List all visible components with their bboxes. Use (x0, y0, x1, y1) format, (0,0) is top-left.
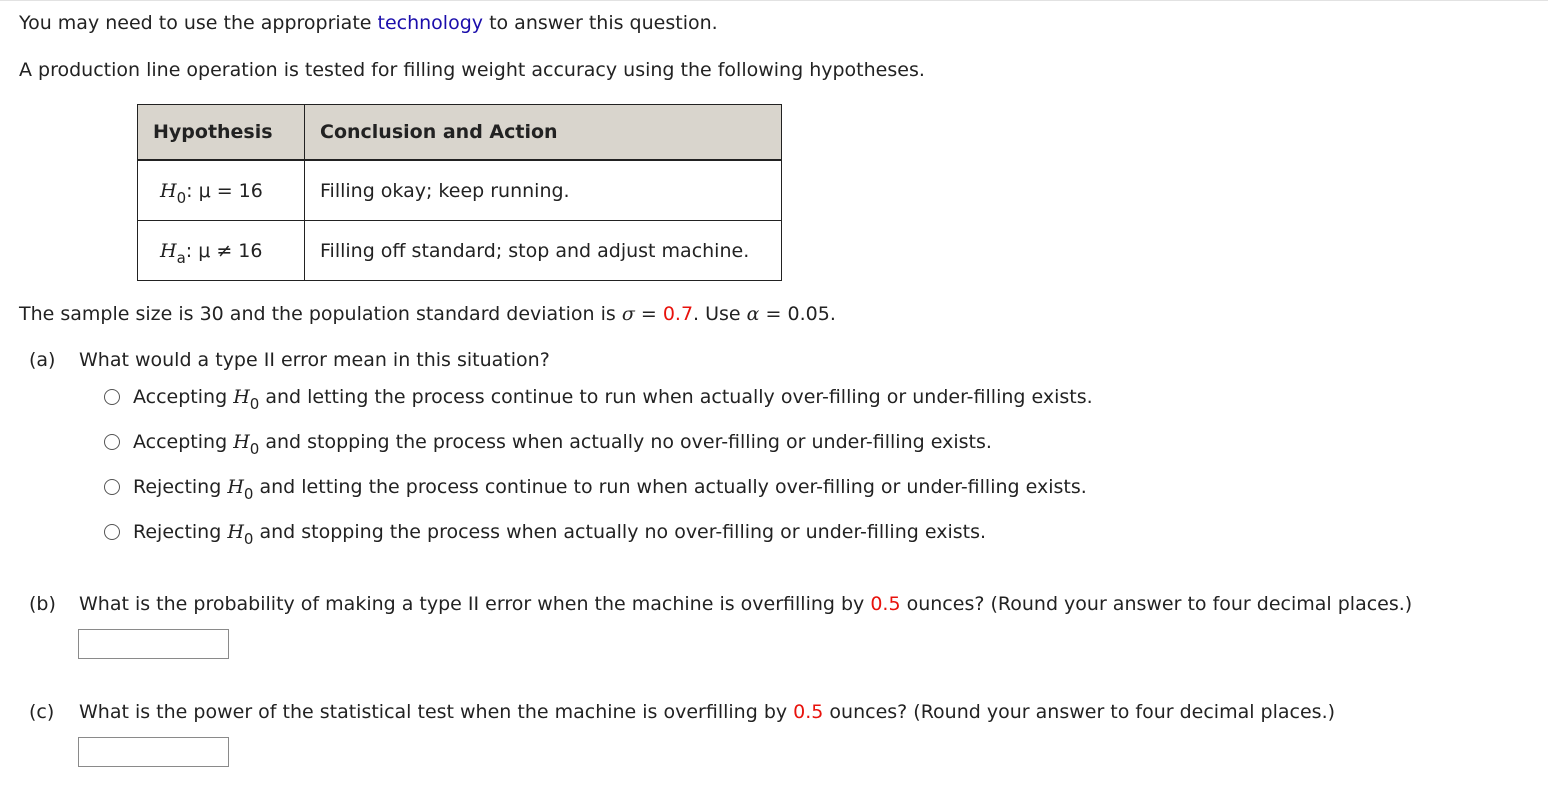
h-symbol: H (233, 431, 250, 453)
overfill-value: 0.5 (870, 593, 901, 615)
option-4-label[interactable] (133, 521, 987, 548)
option-1-label[interactable] (133, 386, 1093, 413)
sigma-value: 0.7 (662, 303, 694, 325)
header-hypothesis: Hypothesis (138, 105, 305, 161)
technology-note-suffix: to answer this question. (483, 12, 718, 34)
hypothesis-relation: : μ = 16 (186, 179, 263, 202)
alt-hypothesis-cell (138, 221, 305, 281)
question-text: What is the power of the statistical test when the machine is overfilling by (79, 701, 794, 723)
null-conclusion-cell: Filling okay; keep running. (305, 160, 782, 221)
technology-note-prefix: You may need to use the appropriate (19, 12, 378, 34)
h-subscript: a (176, 248, 186, 267)
option-verb: Accepting (133, 431, 234, 453)
overfill-value: 0.5 (793, 701, 824, 723)
option-2-label[interactable] (133, 431, 992, 458)
problem-statement: A production line operation is tested for filling weight accuracy using the following hypotheses. (19, 59, 925, 81)
equals-sign: = (634, 303, 663, 325)
given-text: The sample size is 30 and the population standard deviation is (19, 303, 622, 325)
option-verb: Rejecting (133, 476, 228, 498)
option-3-radio[interactable] (104, 479, 120, 495)
sigma-symbol: σ (621, 303, 635, 325)
part-b-question (79, 593, 1412, 615)
technology-link[interactable]: technology (377, 12, 484, 34)
alpha-value: = 0.05. (759, 303, 836, 325)
option-text: and letting the process continue to run when actually over-filling or under-filling exists. (259, 386, 1093, 408)
part-c-question (79, 701, 1335, 723)
h-symbol: H (227, 476, 244, 498)
h-subscript: 0 (243, 530, 254, 548)
question-text: ounces? (Round your answer to four decimal places.) (900, 593, 1413, 615)
option-text: and stopping the process when actually no over-filling or under-filling exists. (259, 431, 992, 453)
part-c-label: (c) (29, 701, 55, 723)
option-text: and stopping the process when actually no over-filling or under-filling exists. (253, 521, 987, 543)
alpha-symbol: α (746, 303, 760, 325)
option-4-radio[interactable] (104, 524, 120, 540)
option-3-label[interactable] (133, 476, 1087, 503)
option-verb: Rejecting (133, 521, 228, 543)
h-symbol: H (227, 521, 244, 543)
top-divider (0, 0, 1548, 1)
option-text: and letting the process continue to run when actually over-filling or under-filling exists. (253, 476, 1087, 498)
h-symbol: H (233, 386, 250, 408)
given-info (19, 303, 836, 325)
part-b-label: (b) (29, 593, 56, 615)
h-symbol: H (160, 179, 177, 202)
part-a-question: What would a type II error mean in this situation? (79, 349, 550, 371)
h-subscript: 0 (243, 485, 254, 503)
option-verb: Accepting (133, 386, 234, 408)
table-row (138, 160, 782, 221)
option-1-radio[interactable] (104, 389, 120, 405)
hypothesis-relation: : μ ≠ 16 (185, 239, 263, 262)
part-c-answer-input[interactable] (78, 737, 229, 767)
part-b-answer-input[interactable] (78, 629, 229, 659)
hypothesis-table (137, 104, 782, 281)
alt-conclusion-cell: Filling off standard; stop and adjust machine. (305, 221, 782, 281)
option-2-radio[interactable] (104, 434, 120, 450)
h-symbol: H (160, 239, 177, 262)
question-text: ounces? (Round your answer to four decimal places.) (823, 701, 1336, 723)
given-text: . Use (693, 303, 747, 325)
null-hypothesis-cell (138, 160, 305, 221)
h-subscript: 0 (249, 395, 260, 413)
part-a-label: (a) (29, 349, 56, 371)
technology-note (19, 12, 718, 34)
table-header-row (138, 105, 782, 161)
table-row (138, 221, 782, 281)
h-subscript: 0 (249, 440, 260, 458)
header-conclusion: Conclusion and Action (305, 105, 782, 161)
question-text: What is the probability of making a type II error when the machine is overfilling by (79, 593, 871, 615)
h-subscript: 0 (176, 188, 187, 207)
